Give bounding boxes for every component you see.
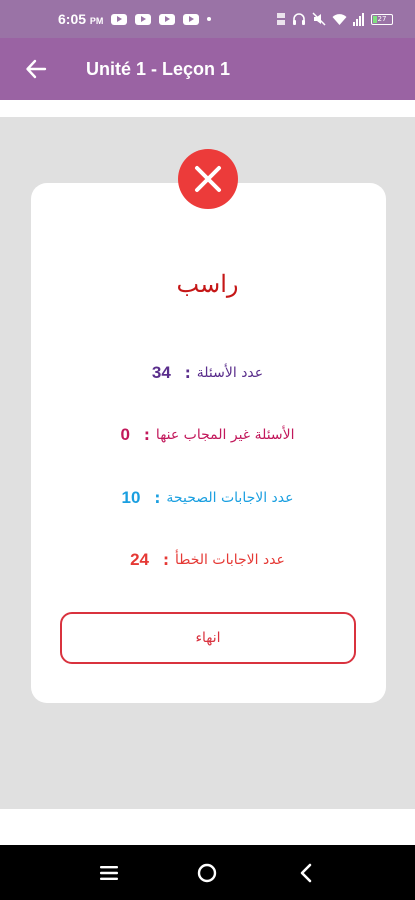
data-speed-icon bbox=[276, 12, 286, 26]
headphones-icon bbox=[292, 12, 306, 26]
nav-recents-button[interactable] bbox=[89, 853, 129, 893]
page-title: Unité 1 - Leçon 1 bbox=[86, 58, 231, 79]
stat-unanswered-questions bbox=[0, 425, 415, 445]
stat-total-questions bbox=[0, 363, 415, 383]
stat-label: الأسئلة غير المجاب عنها bbox=[155, 427, 295, 443]
app-bar bbox=[0, 38, 415, 100]
stat-separator: : bbox=[163, 551, 169, 569]
stat-label: عدد الاجابات الصحيحة bbox=[166, 490, 294, 506]
back-button[interactable] bbox=[16, 49, 56, 89]
stat-value: 10 bbox=[121, 488, 141, 507]
finish-button[interactable] bbox=[60, 612, 356, 664]
status-right bbox=[276, 12, 393, 26]
stat-label: عدد الاجابات الخطأ bbox=[175, 552, 285, 568]
chevron-left-icon bbox=[299, 863, 313, 883]
result-title: راسب bbox=[176, 270, 239, 298]
stat-value: 24 bbox=[130, 550, 149, 569]
youtube-notification-icon bbox=[183, 14, 199, 25]
content-area bbox=[0, 117, 415, 809]
signal-icon bbox=[353, 13, 365, 26]
youtube-notification-icon bbox=[111, 14, 127, 25]
stat-separator: : bbox=[184, 364, 191, 382]
status-bar bbox=[0, 0, 415, 38]
battery-icon bbox=[371, 14, 393, 25]
mute-icon bbox=[312, 12, 326, 26]
stat-value: 0 bbox=[120, 425, 130, 444]
stat-value: 34 bbox=[151, 363, 171, 382]
battery-level: 27 bbox=[377, 14, 387, 23]
more-notifications-dot-icon bbox=[207, 17, 211, 21]
system-nav-bar bbox=[0, 845, 415, 900]
nav-home-button[interactable] bbox=[187, 853, 227, 893]
nav-back-button[interactable] bbox=[286, 853, 326, 893]
stat-separator: : bbox=[143, 426, 150, 444]
fail-badge bbox=[178, 149, 238, 209]
status-time bbox=[58, 11, 103, 27]
status-time-value: 6:05 bbox=[58, 11, 87, 27]
stat-wrong-answers bbox=[0, 550, 415, 570]
finish-button-label: انهاء bbox=[195, 630, 221, 646]
circle-home-icon bbox=[196, 862, 218, 884]
arrow-left-icon bbox=[25, 58, 47, 80]
stat-correct-answers bbox=[0, 488, 415, 508]
status-ampm: PM bbox=[89, 16, 104, 26]
stat-separator: : bbox=[154, 489, 161, 507]
close-icon bbox=[193, 164, 223, 194]
wifi-icon bbox=[332, 13, 347, 26]
menu-icon bbox=[99, 865, 119, 881]
status-left bbox=[58, 11, 211, 27]
youtube-notification-icon bbox=[159, 14, 175, 25]
stat-label: عدد الأسئلة bbox=[196, 365, 264, 381]
youtube-notification-icon bbox=[135, 14, 151, 25]
